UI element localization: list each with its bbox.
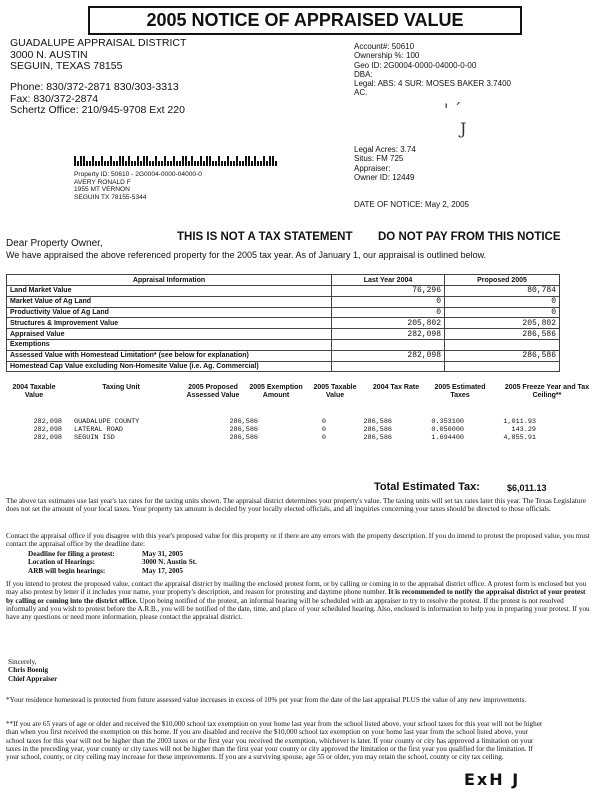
notice-date: DATE OF NOTICE: May 2, 2005: [354, 200, 469, 209]
taxing-unit-unit: GUADALUPE COUNTY: [74, 418, 140, 426]
account-number: Account#: 50610: [354, 42, 415, 51]
units-header-prev: 2004 Taxable Value: [12, 384, 56, 399]
protest-recommendation: It is recommended to notify the appraisal district of your protest by calling or coming into the district office.: [6, 588, 586, 605]
appraisal-proposed: 0: [445, 307, 560, 318]
dba: DBA:: [354, 69, 373, 79]
units-header-assessed: 2005 Proposed Assessed Value: [186, 384, 240, 399]
appraisal-label: Productivity Value of Ag Land: [7, 307, 332, 318]
barcode-bar: [254, 156, 256, 166]
barcode-bar: [86, 161, 88, 166]
appraisal-row: [7, 286, 560, 297]
property-info: [354, 145, 416, 182]
deadline-row: [28, 550, 201, 558]
barcode-bar: [77, 161, 79, 166]
appraisal-last-year: 282,098: [332, 329, 445, 340]
deadline-table: [28, 550, 201, 575]
barcode-bar: [212, 161, 214, 166]
taxing-unit-assessed: 286,586: [229, 418, 258, 426]
barcode-bar: [224, 161, 226, 166]
barcode-bar: [227, 156, 229, 166]
barcode-bar: [74, 156, 76, 166]
barcode-bar: [203, 161, 205, 166]
total-tax-value: $6,011.13: [507, 483, 547, 493]
taxing-unit-rate: 0.353100: [431, 418, 464, 426]
barcode-bar: [215, 161, 217, 166]
appraisal-row: [7, 307, 560, 318]
barcode-bar: [260, 161, 262, 166]
not-tax-statement-banner: THIS IS NOT A TAX STATEMENT: [177, 231, 353, 243]
barcode-bar: [92, 156, 94, 166]
appraisal-label: Assessed Value with Homestead Limitation* (see below for explanation): [7, 350, 332, 361]
barcode-bar: [149, 161, 151, 166]
barcode-bar: [113, 161, 115, 166]
legal-description: Legal: ABS: 4 SUR: MOSES BAKER 3.7400: [354, 79, 511, 89]
barcode-bar: [110, 156, 112, 166]
taxing-unit-rate: 0.050000: [431, 426, 464, 434]
deadline-label: Location of Hearings:: [28, 558, 96, 567]
taxing-unit-taxable: 286,586: [363, 434, 392, 442]
barcode-bar: [176, 161, 178, 166]
taxing-unit-taxable: 286,586: [363, 418, 392, 426]
appraisal-last-year: [332, 339, 445, 350]
do-not-pay-banner: DO NOT PAY FROM THIS NOTICE: [378, 231, 561, 243]
barcode-bar: [83, 156, 85, 166]
barcode-bar: [122, 156, 124, 166]
district-address: [10, 38, 186, 73]
district-name: GUADALUPE APPRAISAL DISTRICT: [10, 37, 187, 49]
barcode-bar: [146, 156, 148, 166]
deadline-row: [28, 567, 201, 575]
appraisal-label: Market Value of Ag Land: [7, 296, 332, 307]
deadline-label: Deadline for filing a protest:: [28, 550, 115, 558]
barcode-bar: [167, 161, 169, 166]
page-title: 2005 NOTICE OF APPRAISED VALUE: [88, 6, 522, 35]
barcode-bar: [134, 161, 136, 166]
barcode-bar: [143, 156, 145, 166]
deadline-value: 3000 N. Austin St.: [142, 558, 197, 567]
taxing-unit-rate: 1.694400: [431, 434, 464, 442]
barcode-bar: [104, 161, 106, 166]
signer-name: Chris Boenig: [8, 666, 49, 675]
barcode-bar: [182, 156, 184, 166]
district-phone: Phone: 830/372-2871 830/303-3313: [10, 81, 179, 93]
taxing-unit-taxes: 4,855.91: [503, 434, 536, 442]
legal-description-cont: AC.: [354, 88, 368, 98]
appraisal-label: Structures & Improvement Value: [7, 318, 332, 329]
appraisal-header-info: Appraisal Information: [7, 275, 332, 286]
appraisal-header-last: Last Year 2004: [332, 275, 445, 286]
barcode-bar: [128, 156, 130, 166]
barcode-bar: [221, 161, 223, 166]
appraisal-last-year: 0: [332, 296, 445, 307]
protest-text-a: If you intend to protest the proposed value, contact the appraisal district by mailing the enclosed protest form, or by calling or coming in to the appraisal district office. A protest form is enclosed but you may also protest by letter if it includes your name, your property's description, and reason for protesting and daytime phone number.: [6, 580, 587, 597]
appraisal-row: [7, 296, 560, 307]
signature-block: [8, 658, 57, 683]
barcode-bar: [152, 161, 154, 166]
units-header-freeze: 2005 Freeze Year and Tax Ceiling**: [504, 384, 590, 399]
barcode-bar: [185, 156, 187, 166]
barcode-bar: [173, 156, 175, 166]
tax-estimate-paragraph: The above tax estimates use last year's tax rates for the taxing units shown. The appraisal district determines your property's value. The taxing units will set tax rates later this year. The Texas Legislature does not set the amount of your local taxes. Your property tax amount is decided by your locally elected officials, and all inquiries concerning your taxes should be directed to those officials.: [6, 497, 586, 514]
barcode-bar: [116, 161, 118, 166]
schertz-office: Schertz Office: 210/945-9708 Ext 220: [10, 104, 185, 116]
appraisal-proposed: 205,802: [445, 318, 560, 329]
barcode-bar: [191, 156, 193, 166]
taxing-unit-taxable: 286,586: [363, 426, 392, 434]
barcode-bar: [257, 161, 259, 166]
appraisal-last-year: [332, 361, 445, 372]
handwritten-marks: [444, 100, 466, 138]
barcode-bar: [140, 161, 142, 166]
taxing-unit-exempt: 0: [321, 418, 326, 426]
taxing-unit-prev: 282,098: [33, 418, 62, 426]
appraisal-header-proposed: Proposed 2005: [445, 275, 560, 286]
barcode-bar: [179, 161, 181, 166]
barcode-bar: [107, 161, 109, 166]
appraisal-last-year: 282,098: [332, 350, 445, 361]
appraisal-header-row: [7, 275, 560, 286]
deadline-value: May 31, 2005: [142, 550, 183, 558]
owner-city: SEGUIN TX 78155-5344: [74, 193, 147, 201]
handwritten-j: J: [460, 119, 467, 138]
appraisal-last-year: 76,296: [332, 286, 445, 297]
barcode-bar: [236, 156, 238, 166]
appraisal-label: Homestead Cap Value excluding Non-Homesite Value (i.e. Ag. Commercial): [7, 361, 332, 372]
district-contact: [10, 82, 185, 117]
taxing-unit-exempt: 0: [321, 434, 326, 442]
appraisal-row: [7, 318, 560, 329]
barcode-bar: [197, 161, 199, 166]
barcode-bar: [89, 161, 91, 166]
units-header-taxes: 2005 Estimated Taxes: [434, 384, 486, 399]
barcode-bar: [194, 161, 196, 166]
barcode-bar: [158, 161, 160, 166]
appraisal-last-year: 205,802: [332, 318, 445, 329]
appraisal-proposed: [445, 339, 560, 350]
barcode-bar: [248, 156, 250, 166]
barcode-bar: [269, 156, 271, 166]
taxing-unit-freeze: [544, 418, 602, 426]
total-tax-label: Total Estimated Tax:: [374, 481, 480, 493]
barcode-bar: [209, 156, 211, 166]
appraisal-row: [7, 361, 560, 372]
postal-barcode: [74, 156, 280, 166]
appraisal-label: Appraised Value: [7, 329, 332, 340]
taxing-unit-assessed: 286,586: [229, 434, 258, 442]
taxing-unit-prev: 282,098: [33, 426, 62, 434]
geo-id: Geo ID: 2G0004-0000-04000-0-00: [354, 60, 477, 70]
ceiling-footnote: **If you are 65 years of age or older and received the $10,000 school tax exemption on your home last year from the school listed above, your school taxes for this year will not be higher than when you first received the exemption on this home. If you are disabled and receive the $10,000 school tax exemption on your home last year from the school listed above, your school taxes for this year will not be higher than the 2003 taxes or the first year you received the exemption, whichever is later. If your county or city has approved a limitation on your taxes in the preceding year, your county or city taxes will not be higher than the first year your county or city approved the limitation or the first year you qualified for the limitation. If your school, county, or city ceiling may increase for these improvements. If you are a surviving spouse, age 55 or older, you may retain the school, county or city tax ceiling.: [6, 720, 543, 762]
appraisal-proposed: 286,586: [445, 350, 560, 361]
taxing-unit-assessed: 286,586: [229, 426, 258, 434]
taxing-unit-unit: LATERAL ROAD: [74, 426, 123, 434]
district-fax: Fax: 830/372-2874: [10, 92, 99, 105]
barcode-bar: [266, 161, 268, 166]
appraisal-row: [7, 350, 560, 361]
owner-street: 1955 MT VERNON: [74, 186, 130, 194]
barcode-bar: [188, 161, 190, 166]
appraisal-table: [6, 274, 560, 372]
taxing-unit-freeze: [544, 426, 602, 434]
appraisal-row: [7, 339, 560, 350]
taxing-unit-freeze: [544, 434, 602, 442]
owner-name: AVERY RONALD F: [74, 178, 131, 186]
sincerely: Sincerely,: [8, 658, 37, 666]
appraisal-proposed: 0: [445, 296, 560, 307]
ownership-percent: Ownership %: 100: [354, 51, 420, 61]
barcode-bar: [131, 161, 133, 166]
taxing-unit-row: [6, 434, 602, 442]
legal-acres: Legal Acres: 3.74: [354, 145, 416, 154]
signer-title: Chief Appraiser: [8, 674, 58, 683]
barcode-bar: [245, 156, 247, 166]
barcode-bar: [164, 156, 166, 166]
account-info: [354, 42, 511, 98]
barcode-bar: [200, 156, 202, 166]
property-id: Property ID: 50610 - 2G0004-0000-04000-0: [74, 171, 202, 178]
taxing-unit-exempt: 0: [321, 426, 326, 434]
situs: Situs: FM 725: [354, 154, 404, 164]
barcode-bar: [206, 156, 208, 166]
units-header-exempt: 2005 Exemption Amount: [249, 384, 303, 399]
barcode-bar: [170, 161, 172, 166]
appraisal-proposed: [445, 361, 560, 372]
appraised-statement: We have appraised the above referenced property for the 2005 tax year. As of January 1, our appraisal is outlined below.: [6, 250, 487, 260]
handwritten-tick: ' ˊ: [444, 100, 462, 119]
taxing-unit-prev: 282,098: [33, 434, 62, 442]
taxing-unit-row: [6, 426, 602, 434]
barcode-bar: [272, 156, 274, 166]
protest-paragraph: [6, 580, 590, 621]
owner-address: [74, 171, 202, 201]
units-header-unit: Taxing Unit: [102, 384, 140, 391]
contact-paragraph: Contact the appraisal office if you disagree with this year's proposed value for this property or if there are any errors with the property description. If you do intend to protest the proposed value, you must contact the appraisal office by the deadline date:: [6, 532, 590, 549]
barcode-bar: [98, 161, 100, 166]
barcode-bar: [137, 156, 139, 166]
appraisal-row: [7, 329, 560, 340]
barcode-bar: [239, 161, 241, 166]
taxing-unit-taxes: 143.29: [511, 426, 536, 434]
barcode-bar: [242, 161, 244, 166]
district-street: 3000 N. AUSTIN: [10, 48, 88, 61]
taxing-units-table: [6, 418, 602, 442]
barcode-bar: [101, 156, 103, 166]
homestead-footnote: *Your residence homestead is protected from future assessed value increases in excess of 10% per year from the date of the last appraisal PLUS the value of any new improvements.: [6, 696, 527, 704]
appraisal-proposed: 286,586: [445, 329, 560, 340]
barcode-bar: [230, 161, 232, 166]
barcode-bar: [263, 156, 265, 166]
barcode-bar: [95, 161, 97, 166]
barcode-bar: [218, 156, 220, 166]
deadline-value: May 17, 2005: [142, 566, 183, 575]
barcode-bar: [80, 156, 82, 166]
owner-id: Owner ID: 12449: [354, 172, 415, 182]
district-city: SEGUIN, TEXAS 78155: [10, 60, 123, 72]
appraisal-label: Land Market Value: [7, 286, 332, 297]
barcode-bar: [275, 161, 277, 166]
barcode-bar: [251, 161, 253, 166]
deadline-label: ARB will begin hearings:: [28, 566, 106, 575]
deadline-row: [28, 558, 201, 566]
units-header-taxable: 2005 Taxable Value: [313, 384, 357, 399]
taxing-units-header: [6, 384, 602, 400]
barcode-bar: [233, 161, 235, 166]
salutation: Dear Property Owner,: [6, 238, 103, 249]
appraiser: Appraiser:: [354, 163, 391, 173]
taxing-unit-unit: SEGUIN ISD: [74, 434, 115, 442]
units-header-rate: 2004 Tax Rate: [372, 384, 420, 391]
barcode-bar: [155, 156, 157, 166]
taxing-unit-row: [6, 418, 602, 426]
barcode-bar: [119, 156, 121, 166]
barcode-bar: [161, 161, 163, 166]
appraisal-last-year: 0: [332, 307, 445, 318]
protest-text-c: Upon being notified of the protest, an informal hearing will be scheduled with an appraiser to try to resolve the protest. If the protest is not resolved informally and you wish to protest before the A.R.B., you will be notified of the date, time, and place of your scheduled hearing. Also, enclosed is information to help you in preparing your protest. If you have any questions or need more information, please contact the appraisal district.: [6, 596, 590, 622]
taxing-unit-taxes: 1,011.93: [503, 418, 536, 426]
units-header-row: [6, 384, 602, 400]
barcode-bar: [125, 161, 127, 166]
exhibit-mark: ExH J: [464, 770, 521, 789]
appraisal-proposed: 80,784: [445, 286, 560, 297]
appraisal-label: Exemptions: [7, 339, 332, 350]
